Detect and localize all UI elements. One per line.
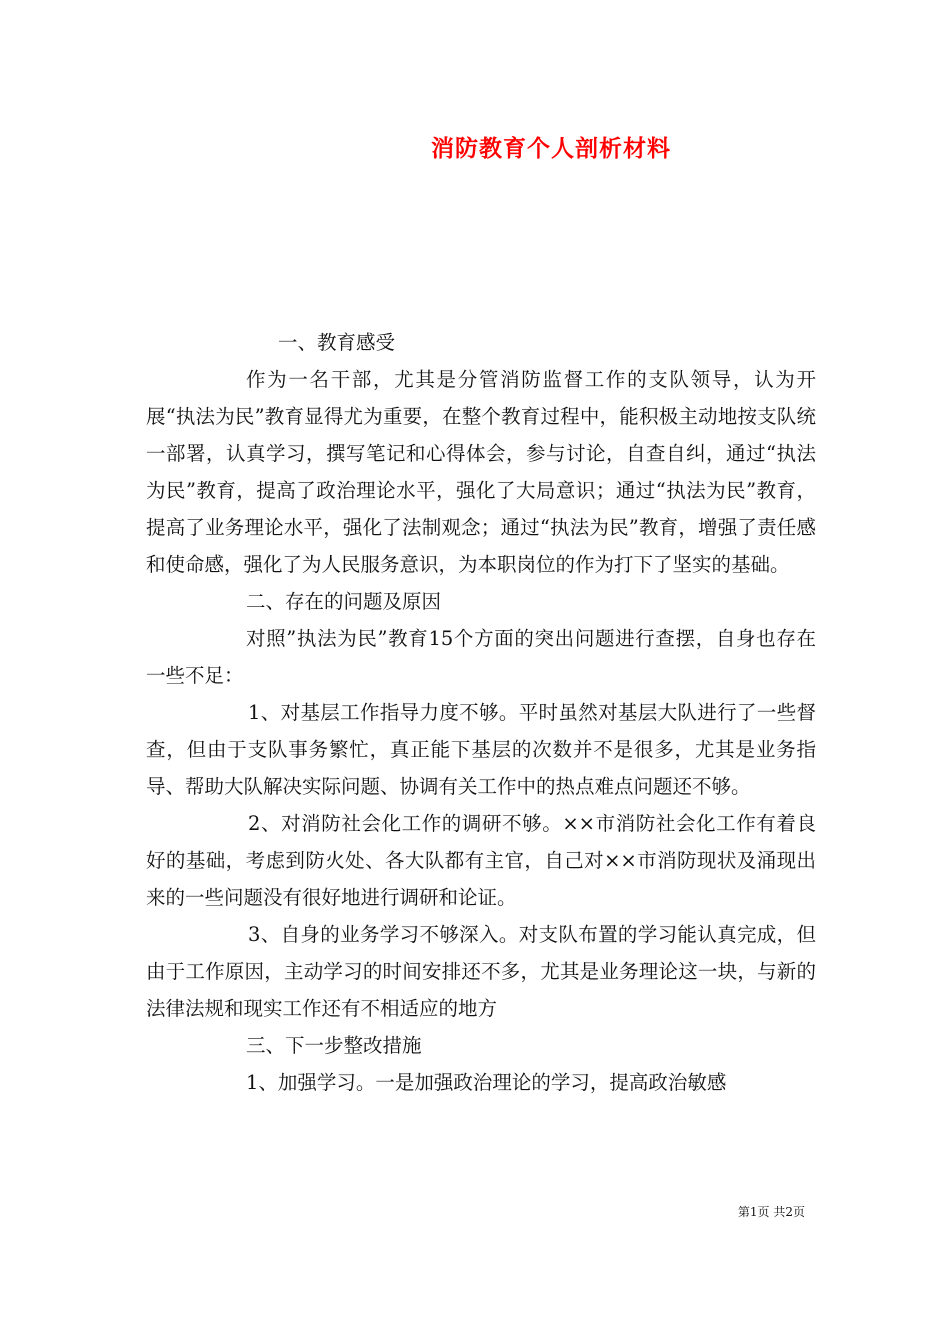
paragraph: 对照”执法为民”教育15个方面的突出问题进行查摆，自身也存在一些不足：	[146, 627, 816, 687]
list-item: 3、自身的业务学习不够深入。对支队布置的学习能认真完成，但由于工作原因，主动学习的时间安排还不多，尤其是业务理论这一块，与新的法律法规和现实工作还有不相适应的地方	[146, 923, 816, 1020]
section-heading-1: 一、教育感受	[278, 331, 396, 354]
section-heading-3: 三、下一步整改措施	[246, 1034, 422, 1057]
document-body	[146, 324, 816, 1101]
page-number-footer: 第1页 共2页	[737, 1205, 805, 1219]
list-item: 2、对消防社会化工作的调研不够。××市消防社会化工作有着良好的基础，考虑到防火处、各大队都有主官，自己对××市消防现状及涌现出来的一些问题没有很好地进行调研和论证。	[146, 812, 816, 909]
paragraph: 1、加强学习。一是加强政治理论的学习，提高政治敏感	[246, 1071, 727, 1094]
page-title: 消防教育个人剖析材料	[431, 135, 671, 162]
list-item: 1、对基层工作指导力度不够。平时虽然对基层大队进行了一些督查，但由于支队事务繁忙，真正能下基层的次数并不是很多，尤其是业务指导、帮助大队解决实际问题、协调有关工作中的热点难点问题还不够。	[146, 701, 816, 798]
paragraph: 作为一名干部，尤其是分管消防监督工作的支队领导，认为开展“执法为民”教育显得尤为重要，在整个教育过程中，能积极主动地按支队统一部署，认真学习，撰写笔记和心得体会，参与讨论，自查自纠，通过“执法为民”教育，提高了政治理论水平，强化了大局意识；通过“执法为民”教育，提高了业务理论水平，强化了法制观念；通过“执法为民”教育，增强了责任感和使命感，强化了为人民服务意识，为本职岗位的作为打下了坚实的基础。	[146, 368, 816, 576]
section-heading-2: 二、存在的问题及原因	[246, 590, 442, 613]
